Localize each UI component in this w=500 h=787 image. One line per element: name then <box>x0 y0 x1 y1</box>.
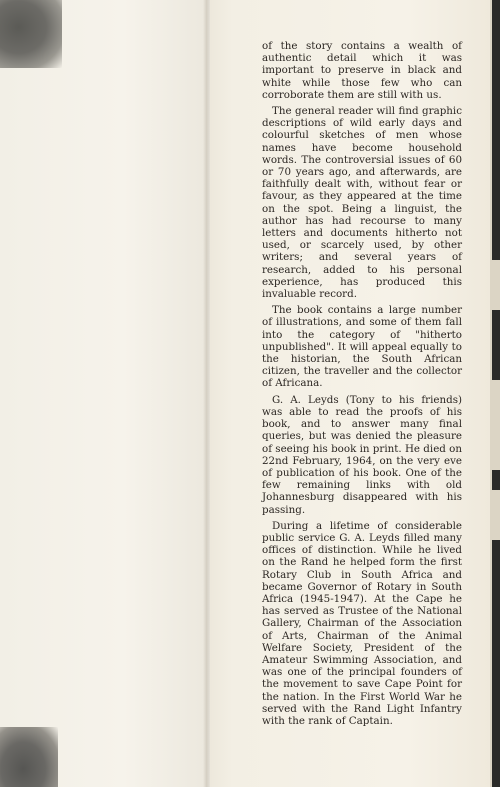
edge-mark-top <box>492 0 500 260</box>
edge-mark-lower <box>492 470 500 490</box>
paragraph-2: The general reader will find graphic descriptions of wild early days and colourful sketches of men whose names have become household words. The controversial issues of 60 or 70 years ago, and afterwards, are faithfully dealt with, without fear or favour, as they appeared at the time on the spot. Being a linguist, the author has had recourse to many letters and documents hitherto not used, or scarcely used, by other writers; and several years of research, added to his personal experience, has produced this invaluable record. <box>262 105 462 301</box>
edge-mark-mid <box>492 310 500 380</box>
edge-mark-bottom <box>492 540 500 787</box>
paragraph-4: G. A. Leyds (Tony to his friends) was able to read the proofs of his book, and to answer many final queries, but was denied the pleasure of seeing his book in print. He died on 22nd February, 1964, on the very eve of publication of his book. One of the few remaining links with old Johannesburg disappeared with his passing. <box>262 393 462 516</box>
paragraph-1: of the story contains a wealth of authentic detail which it was important to preserve in black and white while those few who can corroborate them are still with us. <box>262 40 462 101</box>
paragraph-5: During a lifetime of considerable public service G. A. Leyds filled many offices of distinction. While he lived on the Rand he helped form the first Rotary Club in South Africa and became Governor of Rotary in South Africa (1945-1947). At the Cape he has served as Trustee of the National Gallery, Chairman of the Association of Arts, Chairman of the Animal Welfare Society, President of the Amateur Swimming Association, and was one of the principal founders of the movement to save Cape Point for the nation. In the First World War he served with the Rand Light Infantry with the rank of Captain. <box>262 519 462 727</box>
bottom-stain <box>0 727 58 787</box>
top-stain <box>0 0 62 68</box>
paragraph-3: The book contains a large number of illustrations, and some of them fall into the category of "hitherto unpublished". It will appeal equally to the historian, the South African citizen, the traveller and the collector of Africana. <box>262 304 462 390</box>
blurb-text <box>262 40 462 731</box>
left-flap <box>0 0 207 787</box>
